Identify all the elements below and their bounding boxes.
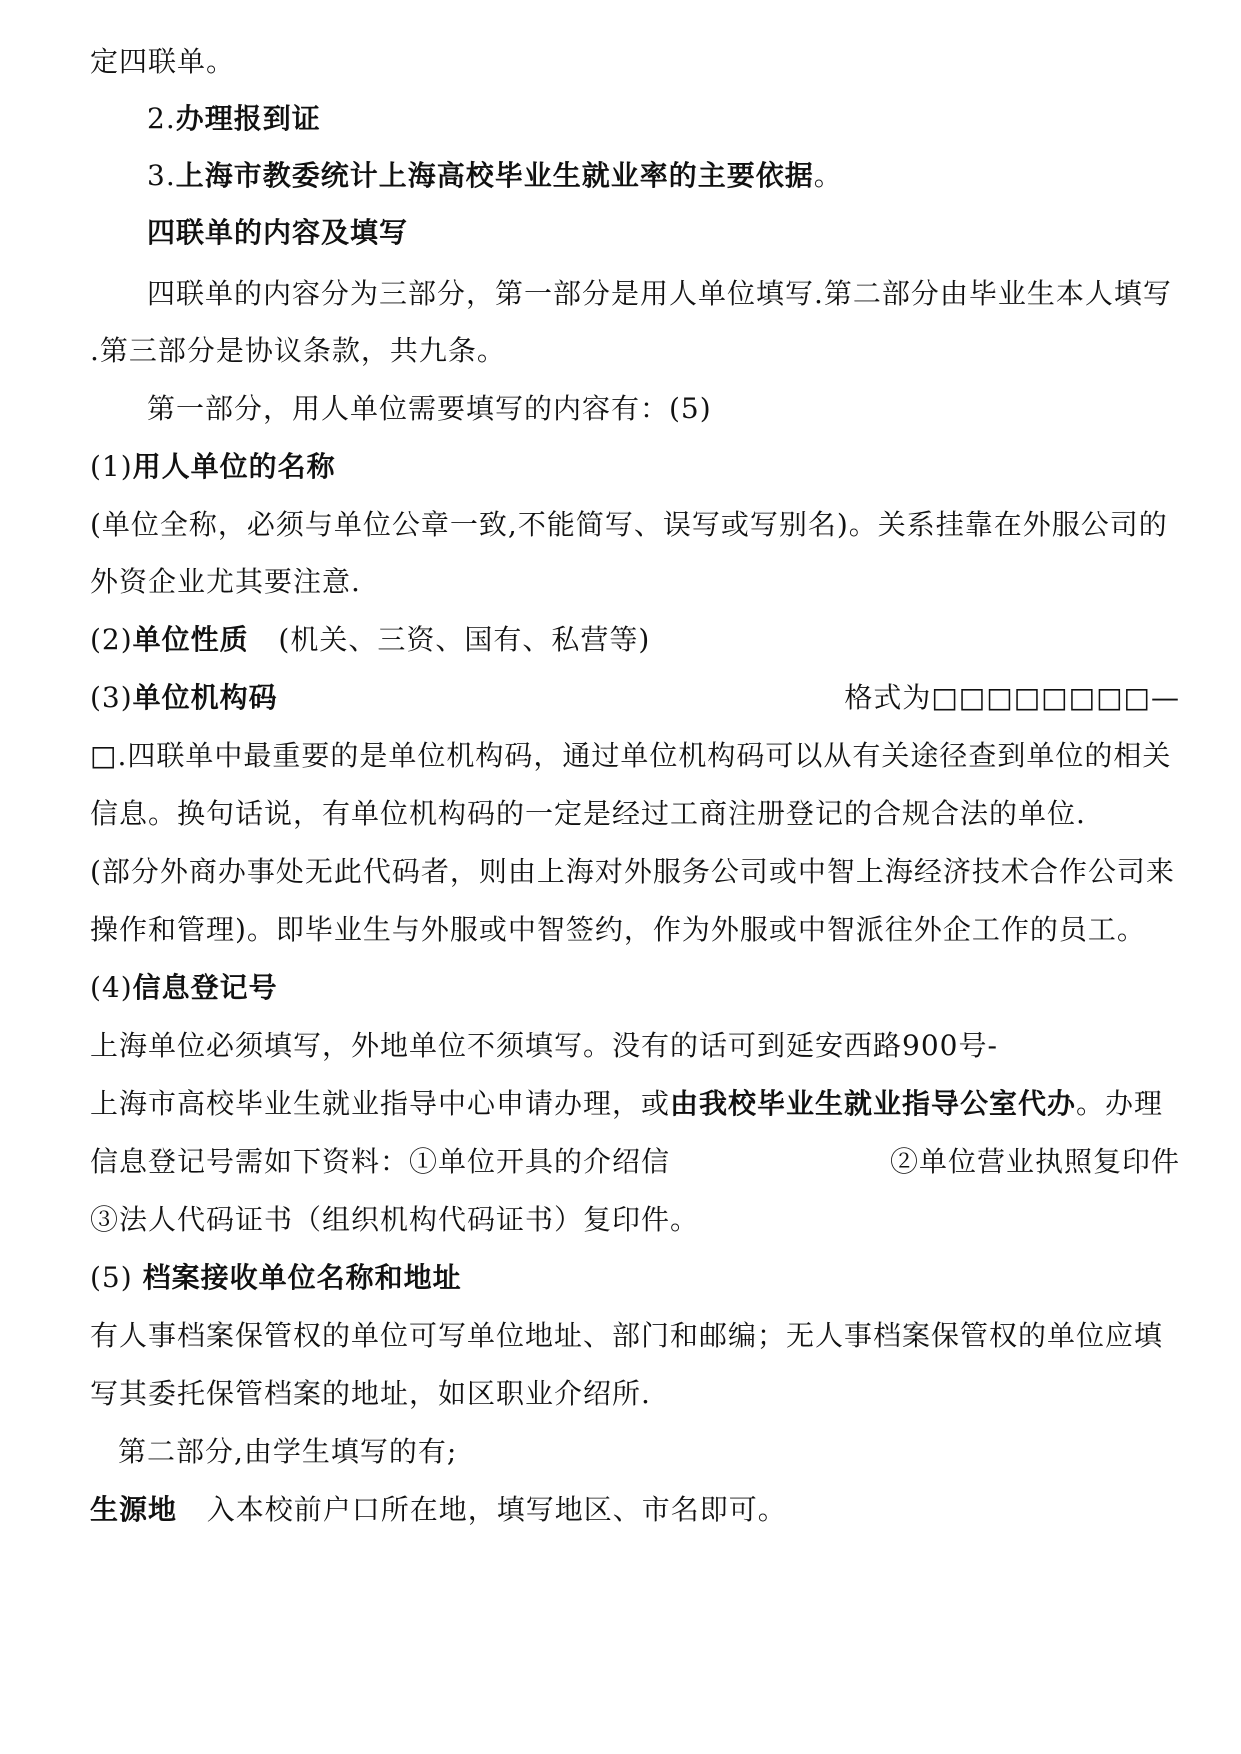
item-number: (5) bbox=[90, 1261, 143, 1294]
text: 写其委托保管档案的地址，如区职业介绍所. bbox=[90, 1377, 651, 1410]
text: 上海市高校毕业生就业指导中心申请办理，或 bbox=[90, 1087, 671, 1120]
sub-item bbox=[90, 968, 1180, 1008]
item-number: (3) bbox=[90, 681, 133, 714]
text: 信息登记号需如下资料： bbox=[90, 1145, 410, 1178]
paragraph-line bbox=[90, 1026, 1180, 1066]
text: 外资企业尤其要注意. bbox=[90, 565, 361, 598]
sub-item bbox=[90, 678, 1180, 718]
text: 第二部分,由学生填写的有; bbox=[118, 1435, 458, 1468]
paragraph-line bbox=[90, 331, 1180, 371]
text: 定四联单。 bbox=[90, 45, 236, 78]
item-heading: 单位性质 bbox=[132, 623, 249, 656]
paragraph-line bbox=[90, 1316, 1180, 1356]
paragraph-line bbox=[90, 1200, 1180, 1240]
sub-item bbox=[90, 1258, 1180, 1298]
requirement-item: ③法人代码证书（组织机构代码证书）复印件。 bbox=[90, 1203, 700, 1236]
item-number: (1) bbox=[90, 450, 133, 483]
requirement-item: ①单位开具的介绍信 bbox=[409, 1145, 671, 1178]
paragraph-line bbox=[90, 505, 1180, 545]
requirement-item: ②单位营业执照复印件 bbox=[889, 1145, 1180, 1178]
bold-text: 由我校毕业生就业指导公室代办 bbox=[670, 1087, 1077, 1120]
item-number: 3. bbox=[147, 159, 176, 192]
text: □.四联单中最重要的是单位机构码，通过单位机构码可以从有关途径查到单位的相关 bbox=[90, 739, 1172, 772]
item-heading: 档案接收单位名称和地址 bbox=[142, 1261, 462, 1294]
paragraph-line bbox=[147, 389, 1237, 429]
text: .第三部分是协议条款，共九条。 bbox=[90, 334, 506, 367]
paragraph-line bbox=[118, 1432, 1208, 1472]
paragraph-line bbox=[90, 1084, 1180, 1124]
format-text: 格式为□□□□□□□□— bbox=[844, 681, 1180, 714]
item-heading: 办理报到证 bbox=[175, 102, 321, 135]
text: 操作和管理)。即毕业生与外服或中智签约，作为外服或中智派往外企工作的员工。 bbox=[90, 913, 1146, 946]
text: 四联单的内容分为三部分，第一部分是用人单位填写.第二部分由毕业生本人填写 bbox=[147, 277, 1172, 310]
item-heading: 单位机构码 bbox=[132, 681, 278, 714]
paragraph-line bbox=[90, 1142, 1180, 1182]
text-line bbox=[90, 42, 1180, 82]
text: (机关、三资、国有、私营等) bbox=[248, 623, 651, 656]
paragraph-line bbox=[90, 736, 1180, 776]
text: (单位全称，必须与单位公章一致,不能简写、误写或写别名)。关系挂靠在外服公司的 bbox=[90, 508, 1168, 541]
text: 第一部分，用人单位需要填写的内容有：(5) bbox=[147, 392, 712, 425]
item-heading: 用人单位的名称 bbox=[132, 450, 336, 483]
text: 上海单位必须填写，外地单位不须填写。没有的话可到延安西路900号- bbox=[90, 1029, 998, 1062]
sub-item bbox=[90, 447, 1180, 487]
text: 入本校前户口所在地，填写地区、市名即可。 bbox=[177, 1493, 787, 1526]
section-title: 四联单的内容及填写 bbox=[147, 216, 409, 249]
text: 信息。换句话说，有单位机构码的一定是经过工商注册登记的合规合法的单位. bbox=[90, 797, 1086, 830]
text: 。 bbox=[813, 159, 843, 192]
paragraph-line bbox=[90, 794, 1180, 834]
paragraph-line bbox=[90, 1374, 1180, 1414]
list-item bbox=[147, 156, 1237, 196]
sub-item bbox=[90, 620, 1180, 660]
paragraph-line bbox=[90, 852, 1180, 892]
list-item bbox=[147, 99, 1237, 139]
term-heading: 生源地 bbox=[90, 1493, 178, 1526]
text: 。办理 bbox=[1076, 1087, 1164, 1120]
paragraph-line bbox=[90, 562, 1180, 602]
item-heading: 上海市教委统计上海高校毕业生就业率的主要依据 bbox=[175, 159, 814, 192]
paragraph-line bbox=[90, 910, 1180, 950]
text: (部分外商办事处无此代码者，则由上海对外服务公司或中智上海经济技术合作公司来 bbox=[90, 855, 1175, 888]
section-heading bbox=[147, 213, 1237, 253]
item-number: 2. bbox=[147, 102, 176, 135]
item-heading: 信息登记号 bbox=[132, 971, 278, 1004]
item-number: (4) bbox=[90, 971, 133, 1004]
paragraph-line bbox=[147, 274, 1237, 314]
text: 有人事档案保管权的单位可写单位地址、部门和邮编；无人事档案保管权的单位应填 bbox=[90, 1319, 1164, 1352]
item-number: (2) bbox=[90, 623, 133, 656]
paragraph-line bbox=[90, 1490, 1180, 1530]
